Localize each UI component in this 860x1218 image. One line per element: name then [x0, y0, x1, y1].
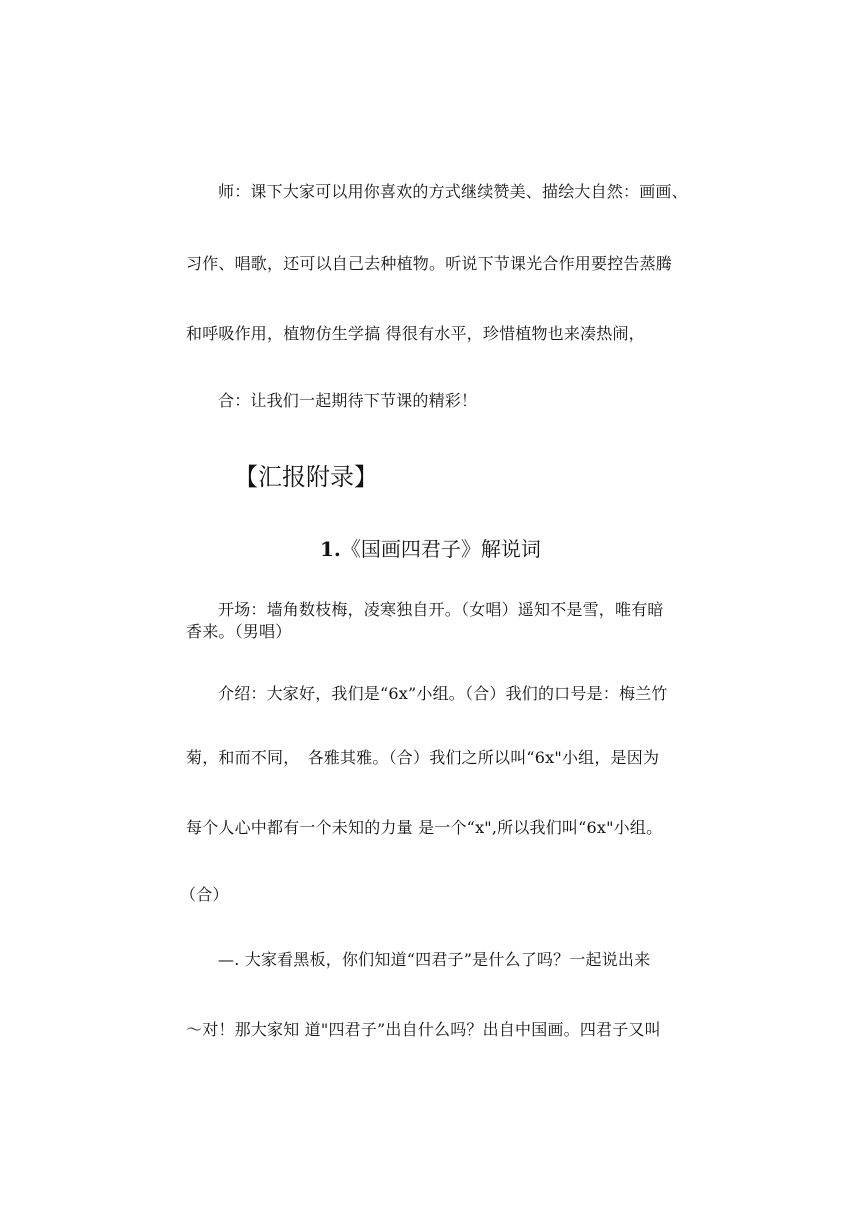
paragraph-intro-line-4: （合）	[180, 885, 229, 904]
paragraph-blackboard-line-1: —. 大家看黑板，你们知道“四君子”是什么了吗？一起说出来	[218, 950, 651, 969]
paragraph-together-line-1: 合：让我们一起期待下节课的精彩！	[218, 391, 478, 410]
paragraph-intro-line-1: 介绍：大家好，我们是“6x”小组。（合）我们的口号是：梅兰竹	[218, 684, 668, 703]
paragraph-teacher-line-1: 师：课下大家可以用你喜欢的方式继续赞美、描绘大自然：画画、	[218, 182, 688, 201]
paragraph-teacher-line-2: 习作、唱歌，还可以自己去种植物。听说下节课光合作用要控告蒸腾	[186, 254, 673, 273]
paragraph-opening-line-2: 香来。（男唱）	[186, 622, 292, 641]
appendix-heading: 【汇报附录】	[234, 463, 378, 491]
section-heading	[320, 536, 541, 562]
paragraph-intro-line-2: 菊，和而不同， 各雅其雅。（合）我们之所以叫“6x"小组，是因为	[186, 748, 660, 767]
paragraph-opening-line-1: 开场：墙角数枝梅，凌寒独自开。（女唱）遥知不是雪，唯有暗	[218, 600, 664, 619]
paragraph-teacher-line-3: 和呼吸作用，植物仿生学搞 得很有水平，珍惜植物也来凑热闹，	[186, 324, 645, 343]
section-number: 1.	[320, 537, 341, 561]
section-title: 《国画四君子》解说词	[340, 537, 541, 561]
paragraph-intro-line-3: 每个人心中都有一个未知的力量 是一个“x",所以我们叫“6x"小组。	[186, 818, 663, 837]
paragraph-blackboard-line-2: ～对！那大家知 道"四君子”出自什么吗？出自中国画。四君子又叫	[186, 1020, 661, 1039]
